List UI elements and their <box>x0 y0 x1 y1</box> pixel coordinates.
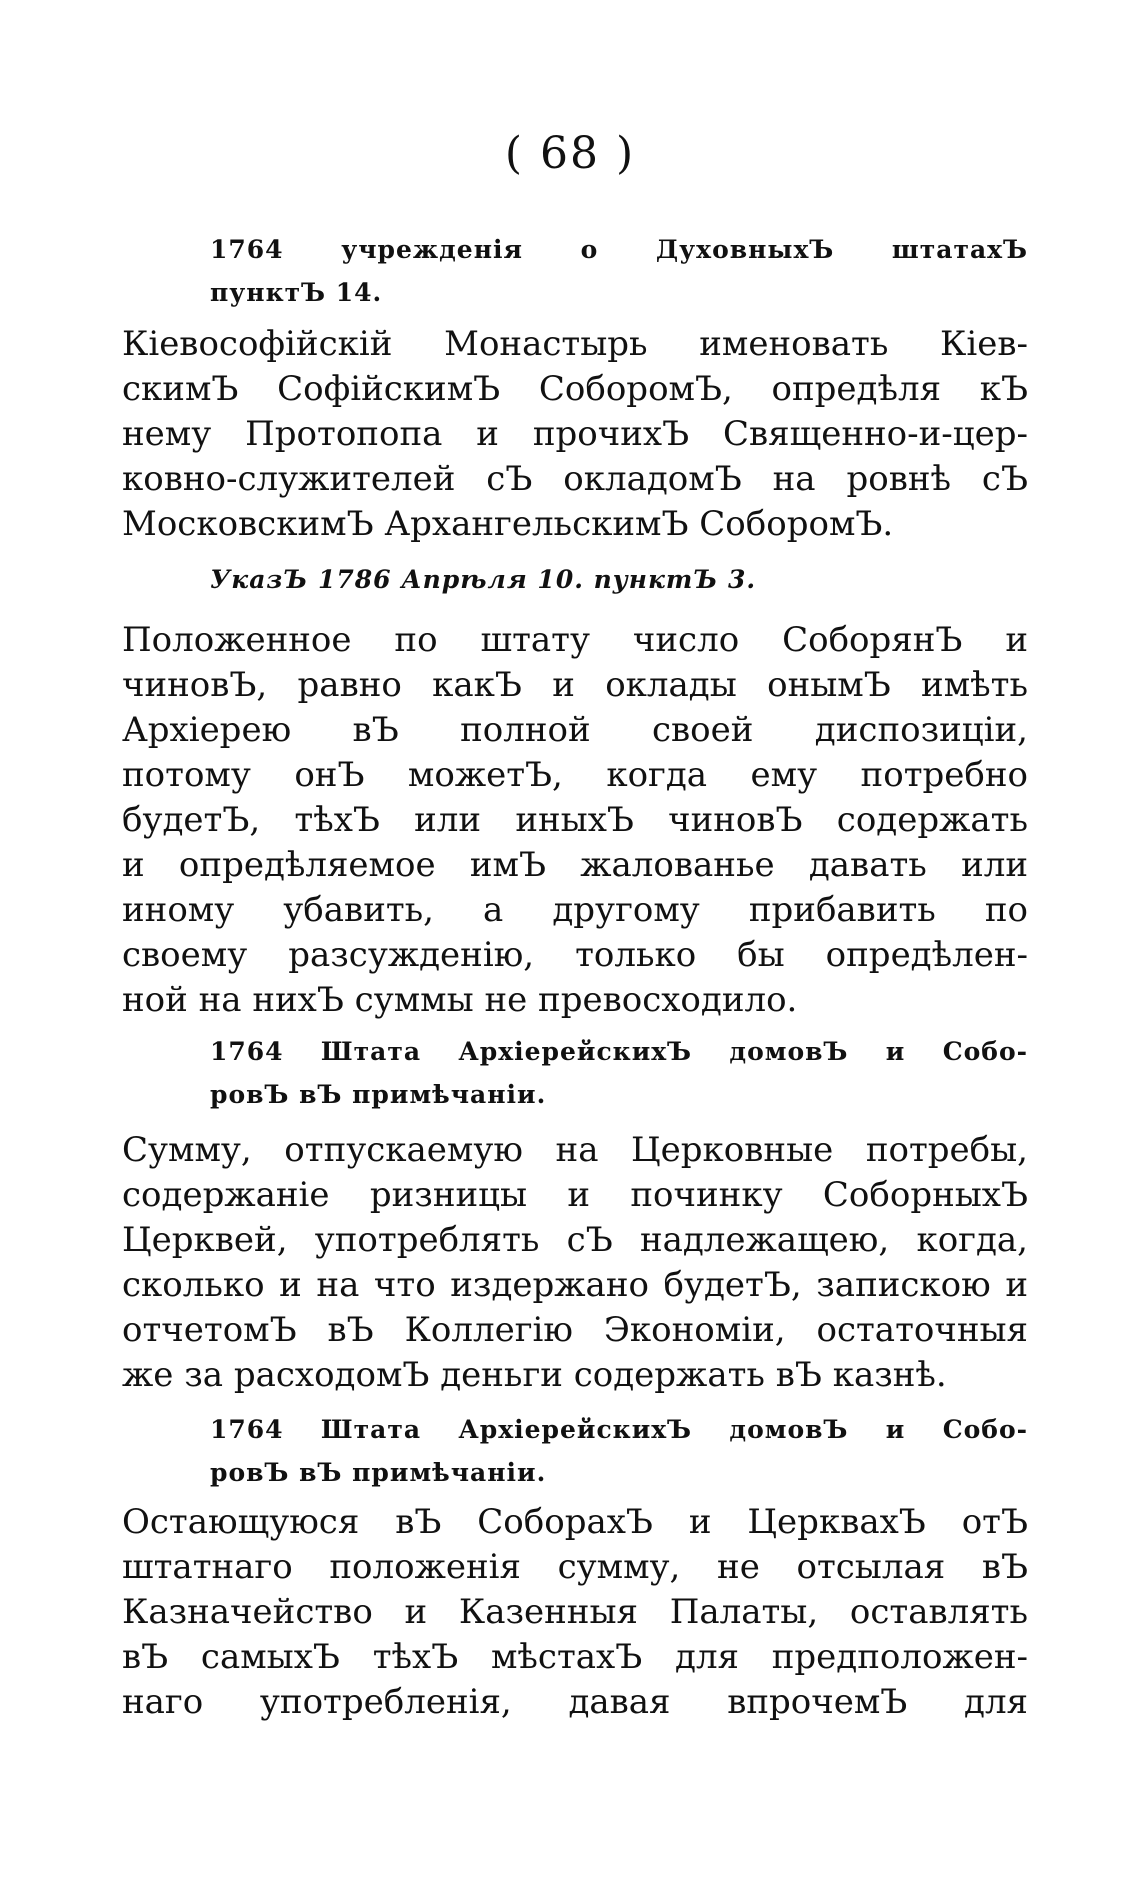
text-line: своему разсужденію, только бы опредѣлен- <box>122 935 1028 975</box>
paragraph-2 <box>122 618 1028 1023</box>
reference-note-4 <box>210 1408 1028 1494</box>
text-line: потому онЪ можетЪ, когда ему потребно <box>122 755 1028 795</box>
reference-line: ровЪ вЪ примѣчаніи. <box>210 1080 547 1109</box>
text-line: же за расходомЪ деньги содержать вЪ казнѣ. <box>122 1355 947 1395</box>
page-number: ( 68 ) <box>504 128 636 179</box>
text-line: сколько и на что издержано будетЪ, запискою и <box>122 1265 1028 1305</box>
text-line: МосковскимЪ АрхангельскимЪ СоборомЪ. <box>122 504 894 544</box>
reference-line: 1764 Штата АрхіерейскихЪ домовЪ и Собо- <box>210 1415 1028 1444</box>
text-line: ковно-служителей сЪ окладомЪ на ровнѣ сЪ <box>122 459 1028 499</box>
text-line: Кіевософійскій Монастырь именовать Кіев- <box>122 324 1028 364</box>
reference-line: УказЪ 1786 Апрѣля 10. пунктЪ 3. <box>210 565 757 594</box>
text-line: чиновЪ, равно какЪ и оклады онымЪ имѣть <box>122 665 1028 705</box>
text-line: отчетомЪ вЪ Коллегію Экономіи, остаточныя <box>122 1310 1028 1350</box>
text-line: Остающуюся вЪ СоборахЪ и ЦерквахЪ отЪ <box>122 1502 1028 1542</box>
paragraph-4 <box>122 1500 1028 1725</box>
text-line: иному убавить, а другому прибавить по <box>122 890 1028 930</box>
reference-line: 1764 Штата АрхіерейскихЪ домовЪ и Собо- <box>210 1037 1028 1066</box>
text-line: наго употребленія, давая впрочемЪ для <box>122 1682 1028 1722</box>
text-line: Архіерею вЪ полной своей диспозиціи, <box>122 710 1028 750</box>
text-line: Сумму, отпускаемую на Церковные потребы, <box>122 1130 1028 1170</box>
reference-line: пунктЪ 14. <box>210 278 383 307</box>
text-line: Казначейство и Казенныя Палаты, оставлять <box>122 1592 1028 1632</box>
text-line: Положенное по штату число СоборянЪ и <box>122 620 1028 660</box>
text-line: нему Протопопа и прочихЪ Священно-и-цер- <box>122 414 1028 454</box>
text-line: Церквей, употреблять сЪ надлежащею, когда, <box>122 1220 1028 1260</box>
text-line: штатнаго положенія сумму, не отсылая вЪ <box>122 1547 1028 1587</box>
text-line: будетЪ, тѣхЪ или иныхЪ чиновЪ содержать <box>122 800 1028 840</box>
reference-line: 1764 учрежденія о ДуховныхЪ штатахЪ <box>210 235 1028 264</box>
paragraph-3 <box>122 1128 1028 1398</box>
text-line: вЪ самыхЪ тѣхЪ мѣстахЪ для предположен- <box>122 1637 1028 1677</box>
text-line: ной на нихЪ суммы не превосходило. <box>122 980 798 1020</box>
text-line: и опредѣляемое имЪ жалованье давать или <box>122 845 1028 885</box>
text-line: скимЪ СофійскимЪ СоборомЪ, опредѣля кЪ <box>122 369 1028 409</box>
reference-note-2 <box>210 558 1028 601</box>
reference-note-3 <box>210 1030 1028 1116</box>
text-line: содержаніе ризницы и починку СоборныхЪ <box>122 1175 1028 1215</box>
reference-note-1 <box>210 228 1028 314</box>
reference-line: ровЪ вЪ примѣчаніи. <box>210 1458 547 1487</box>
paragraph-1 <box>122 322 1028 547</box>
